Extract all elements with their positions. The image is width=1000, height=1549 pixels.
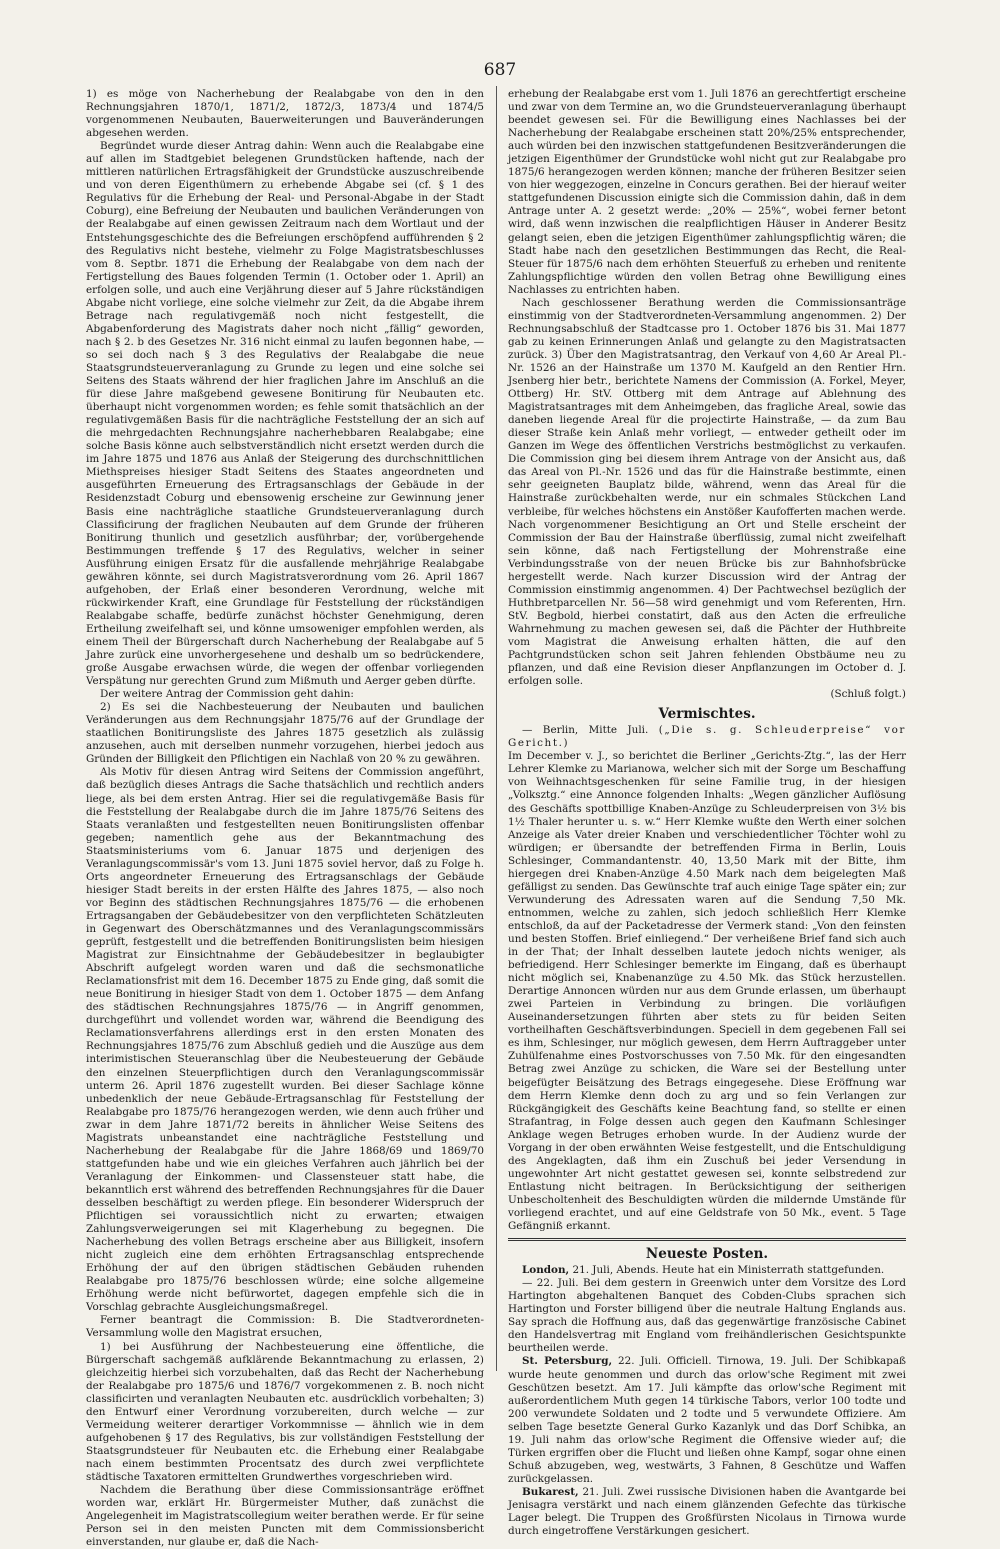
news-dateline: Bukarest, xyxy=(522,1485,579,1498)
paragraph: Der weitere Antrag der Commission geht dahin: xyxy=(100,688,354,701)
column-divider xyxy=(496,86,497,1371)
news-item xyxy=(508,1264,906,1277)
article-headline: („Die s. g. Schleuderpreise“ vor Gericht.) xyxy=(508,724,906,750)
left-column xyxy=(86,88,484,1549)
news-text: 21. Juli. Zwei russische Divisionen haben die Avantgarde bei Jenisagra verstärkt und nach einem glänzenden Gefechte das türkische Lager belegt. Die Truppen des Großfürsten Nicolaus in Tirnowa wurde durch eingetroffene Verstärkungen gesichert. xyxy=(508,1485,906,1538)
section-heading-latest-news: Neueste Posten. xyxy=(645,1246,769,1263)
right-column xyxy=(508,88,906,1538)
paragraph: Nachdem die Berathung über diese Commissionsanträge eröffnet worden war, erklärt Hr. Bürgermeister Muther, daß zunächst die Angelegenheit im Magistratscollegium weiter berathen werde. Er für seine Person sei in den meisten Puncten mit dem Commissionsbericht einverstanden, nur glaube er, daß die Nach- xyxy=(86,1484,484,1549)
news-item xyxy=(508,1277,906,1355)
news-dateline: London, xyxy=(522,1264,570,1277)
paragraph: Im December v. J., so berichtet die Berliner „Gerichts-Ztg.“, las der Herr Lehrer Klemke zu Marianowa, welcher sich mit der Sorge um Beschaffung von Weihnachtsgeschenken für seine Familie trug, in der hiesigen „Volksztg.“ eine Annonce folgenden Inhalts: „Wegen gänzlicher Auflösung des Geschäfts spottbillige Knaben-Anzüge zu Schleuderpreisen von 3½ bis 1½ Thaler herunter u. s. w.“ Herr Klemke wußte den Werth einer solchen Anzeige als Vater dreier Knaben und verschiedentlicher Töchter wohl zu würdigen; er übersandte der betreffenden Firma in Berlin, Louis Schlesinger, Commandantenstr. 40, 13,50 Mark mit der Bitte, ihm hiergegen drei Knaben-Anzüge 4.50 Mark nach dem beigelegten Maß gefälligst zu senden. Das Gewünschte traf auch einige Tage später ein; zur Verwunderung des Adressaten waren auf die Sendung 7,50 Mk. entnommen, welche zu zahlen, sich jedoch schließlich Herr Klemke entschloß, da auf der Packetadresse der Vermerk stand: „Von den feinsten und besten Stoffen. Brief einliegend.“ Der verheißene Brief fand sich auch in der That; der Inhalt desselben lautete jedoch nichts weniger, als befriedigend. Herr Schlesinger bemerkte im Eingang, daß es überhaupt nicht möglich sei, Knabenanzüge zu 4.50 Mk. das Stück herzustellen. Derartige Annoncen würden nur aus dem Grunde erlassen, um überhaupt zwei Parteien in Verbindung zu bringen. Die vorläufigen Auseinandersetzungen führten aber stets zu für beiden Seiten vortheilhaften Geschäftsverbindungen. Speciell in dem gegebenen Fall sei es ihm, Schlesinger, nur möglich gewesen, dem Herrn Auftraggeber unter Zuhülfenahme eines Postvorschusses von 7.50 Mk. für den eingesandten Betrag zwei Anzüge zu schicken, die Ware sei der Bestellung unter beigefügter Beisätzung des Betrags eingegesehe. Diese Eröffnung war dem Herrn Klemke denn doch zu arg und so fein Verlangen zur Rückgängigkeit des Geschäfts keine Beachtung fand, so stellte er einen Strafantrag, in Folge dessen auch gegen den Kaufmann Schlesinger Anklage wegen Betruges erhoben wurde. In der Audienz wurde der Vorgang in der oben erwähnten Weise festgestellt, und die Entschuldigung des Angeklagten, daß ihm ein Zuschuß bei jeder Versendung in ungewohnter Art nicht gestattet gewesen sei, konnte selbstredend zur Entlastung nicht beitragen. In Berücksichtigung der seitherigen Unbescholtenheit des Beschuldigten würden die mildernde Umstände für vorliegend erachtet, und auf eine Geldstrafe von 50 Mk., event. 5 Tage Gefängniß erkannt. xyxy=(508,750,906,1233)
news-item xyxy=(508,1486,906,1538)
paragraph: Ferner beantragt die Commission: B. Die Stadtverordneten-Versammlung wolle den Magistrat ersuchen, xyxy=(86,1314,484,1340)
news-text: — 22. Juli. Bei dem gestern in Greenwich unter dem Vorsitze des Lord Hartington abgehaltenen Banquet des Cobden-Clubs sprachen sich Hartington und Forster billigend über die neutrale Haltung Englands aus. Say sprach die Hoffnung aus, daß das gegenwärtige französische Cabinet den Handelsvertrag mit England vom freihändlerischen Gesichtspunkte beurtheilen werde. xyxy=(508,1277,906,1355)
article-dateline: — Berlin, Mitte Juli. xyxy=(522,724,649,737)
news-item xyxy=(508,1355,906,1485)
news-dateline: St. Petersburg, xyxy=(522,1355,613,1368)
to-be-continued-note: (Schluß folgt.) xyxy=(830,688,906,701)
paragraph: 1) es möge von Nacherhebung der Realabgabe von den in den Rechnungsjahren 1870/1, 1871/2, 1872/3, 1873/4 und 1874/5 vorgenommenen Neubauten, Bauerweiterungen und Bauveränderungen abgesehen werden. xyxy=(86,88,484,140)
paragraph: Begründet wurde dieser Antrag dahin: Wenn auch die Realabgabe eine auf allen im Stadtgebiet belegenen Grundstücken haftende, nach der mittleren natürlichen Ertragsfähigkeit der Grundstücke auszuschreibende und von deren Eigenthümern zu erhebende Abgabe sei (cf. § 1 des Regulativs für die Erhebung der Real- und Personal-Abgabe in der Stadt Coburg), eine Befreiung der Neubauten und baulichen Veränderungen von der Realabgabe auf einen gewissen Zeitraum nach dem Wortlaut und der Entstehungsgeschichte des die Befreiungen erschöpfend aufführenden § 2 des Regulativs nicht bestehe, vielmehr zu Folge Magistratsbeschlusses vom 8. Septbr. 1871 die Erhebung der Realabgabe von dem nach der Fertigstellung des Baues folgenden Termin (1. October oder 1. April) an erfolgen solle, und auch eine Verjährung dieser auf 5 Jahre rückständigen Abgabe nicht vorliege, eine solche vielmehr zur Zeit, da die Abgabe ihrem Betrage nach regulativgemäß noch nicht festgestellt, die Abgabenforderung des Magistrats daher noch nicht „fällig“ geworden, nach § 2. b des Gesetzes Nr. 316 nicht einmal zu laufen begonnen habe, — so sei doch nach § 3 des Regulativs der Realabgabe die neue Staatsgrundsteuerveranlagung zu Grunde zu legen und eine solche sei Seitens des Staats während der hier fraglichen Jahre im Anschluß an die für diese Jahre maßgebend gewesene Bonitirung für Neubauten etc. überhaupt nicht vorgenommen worden; es fehle somit thatsächlich an der regulativgemäßen Basis für die nachträgliche Feststellung der an sich auf die mehrgedachten Rechnungsjahre nacherhebbaren Realabgabe; eine solche Basis könne auch selbstverständlich nicht ersetzt werden durch die im Jahre 1875 und 1876 aus Anlaß der Steigerung des durchschnittlichen Miethspreises hiesiger Stadt Seitens des Staates angeordneten und ausgeführten Erneuerung des Ertragsanschlags der Gebäude in der Residenzstadt Coburg und ebensowenig erscheine zur Gewinnung jener Basis eine nachträgliche staatliche Grundsteuerveranlagung durch Classificirung der fraglichen Neubauten auf dem Grunde der früheren Bonitirung thunlich und gesetzlich ausführbar; der, vorübergehende Bestimmungen treffende § 17 des Regulativs, welcher in seiner Ausführung einigen Ersatz für die ausfallende mehrjährige Realabgabe gewähren könnte, sei durch Magistratsverordnung vom 26. April 1867 aufgehoben, der Erlaß einer besonderen Verordnung, welche mit rückwirkender Kraft, eine Grundlage für Feststellung der rückständigen Realabgabe schaffe, bedürfe zunächst höchster Genehmigung, deren Ertheilung zweifelhaft sei, und könne umsoweniger empfohlen werden, als einem Theil der Bürgerschaft durch Nacherhebung der Realabgabe auf 5 Jahre zurück eine unvorhergesehene und deshalb um so bedrückendere, große Ausgabe erwachsen würde, die wegen der offenbar vorliegenden Verspätung nur gerechten Grund zum Mißmuth und Aerger geben dürfte. xyxy=(86,140,484,688)
paragraph: 1) bei Ausführung der Nachbesteuerung eine öffentliche, die Bürgerschaft sachgemäß aufklärende Bekanntmachung zu erlassen, 2) gleichzeitig hierbei sich vorzubehalten, daß das Recht der Nacherhebung der Realabgabe pro 1875/6 und 1876/7 vorgekommenen z. B. noch nicht classificirten und veranlagten Neubauten etc. ausdrücklich vorbehalten; 3) den Entwurf einer Verordnung vorzubereiten, durch welche — zur Vermeidung weiterer derartiger Vorkommnisse — ähnlich wie in dem aufgehobenen § 17 des Regulativs, bis zur vollständigen Feststellung der Staatsgrundsteuer für Neubauten etc. die Erhebung einer Realabgabe nach einem bestimmten Procentsatz des durch zwei verpflichtete städtische Taxatoren ermittelten Grundwerthes vorgeschrieben wird. xyxy=(86,1340,484,1483)
paragraph: Nach geschlossener Berathung werden die Commissionsanträge einstimmig von der Stadtverordneten-Versammlung angenommen. 2) Der Rechnungsabschluß der Stadtcasse pro 1. October 1876 bis 31. Mai 1877 gab zu keinen Erinnerungen Anlaß und gelangte zu den Magistratsacten zurück. 3) Über den Magistratsantrag, den Verkauf von 4,60 Ar Areal Pl.-Nr. 1526 an der Hainstraße um 1370 M. Kaufgeld an den Rentier Hrn. Jsenberg hier betr., berichtete Namens der Commission (A. Forkel, Meyer, Ottberg) Hr. StV. Ottberg mit dem Antrage auf Ablehnung des Magistratsantrages mit dem Anheimgeben, das fragliche Areal, sowie das daneben liegende Areal für die projectirte Hainstraße, — da zum Bau dieser Straße kein Anlaß mehr vorliegt, — entweder getheilt oder im Ganzen im Wege des öffentlichen Verstrichs bestmöglichst zu verkaufen. Die Commission ging bei diesem ihrem Antrage von der Ansicht aus, daß das Areal von Pl.-Nr. 1526 und das für die Hainstraße bestimmte, einen sehr geeigneten Bauplatz bilde, während, wenn das Areal für die Hainstraße zurückbehalten werde, nur ein schmales Stückchen Land verbleibe, für welches höchstens ein Anstößer Kaufofferten machen werde. Nach vorgenommener Besichtigung an Ort und Stelle erscheint der Commission der Bau der Hainstraße überflüssig, zumal nicht zweifelhaft sein könne, daß nach Fertigstellung der Mohrenstraße eine Verbindungsstraße von der neuen Brücke bis zur Bahnhofsbrücke hergestellt werde. Nach kurzer Discussion wird der Antrag der Commission einstimmig angenommen. 4) Der Pachtwechsel bezüglich der Huthbretparcellen Nr. 56—58 wird genehmigt und vom Referenten, Hrn. StV. Begbold, hierbei constatirt, daß aus den Acten die erfreuliche Wahrnehmung zu machen gewesen sei, daß die Pächter der Huthbreite vom Magistrat die Anweisung erhalten hätten, die auf den Pachtgrundstücken schon seit Jahren fehlenden Obstbäume neu zu pflanzen, und daß eine Revision dieser Anpflanzungen im October d. J. erfolgen solle. xyxy=(508,296,906,688)
news-text: 21. Juli, Abends. Heute hat ein Ministerrath stattgefunden. xyxy=(572,1264,885,1277)
section-heading-miscellany: Vermischtes. xyxy=(658,706,756,723)
paragraph: Als Motiv für diesen Antrag wird Seitens der Commission angeführt, daß bezüglich dieses Antrags die Sache thatsächlich und rechtlich anders liege, als bei dem ersten Antrag. Hier sei die regulativgemäße Basis für die Feststellung der Realabgabe durch die im Jahre 1875/76 Seitens des Staats veranlaßten und festgestellten neuen Bonitirungslisten offenbar gegeben; namentlich gehe aus der Bekanntmachung des Staatsministeriums vom 6. Januar 1875 und derjenigen des Veranlagungscommissär's vom 13. Juni 1875 soviel hervor, daß zu Folge h. Orts angeordneter Erneuerung des Ertragsanschlags der Gebäude hiesiger Stadt bereits in der ersten Hälfte des Jahres 1875, — also noch vor Beginn des städtischen Rechnungsjahres 1875/76 — die erhobenen Ertragsangaben der Gebäudebesitzer von den verpflichteten Schätzleuten in Gegenwart des Oberschätzmannes und des Veranlagungscommissärs geprüft, festgestellt und die betreffenden Bonitirungslisten beim hiesigen Magistrat zur Einsichtnahme der Gebäudebesitzer in beglaubigter Abschrift aufgelegt worden waren und daß die sechsmonatliche Reclamationsfrist mit dem 16. December 1875 zu Ende ging, daß somit die neue Bonitirung in hiesiger Stadt von dem 1. October 1875 — dem Anfang des städtischen Rechnungsjahres 1875/76 — in Angriff genommen, durchgeführt und vollendet worden war, während die Beendigung des Reclamationsverfahrens allerdings erst in den ersten Monaten des Rechnungsjahres 1875/76 zum Abschluß gedieh und die Auszüge aus dem interimistischen Steueranschlag über die Neubesteuerung der Gebäude den einzelnen Steuerpflichtigen durch den Veranlagungscommissär unterm 26. April 1876 zugestellt wurden. Bei dieser Sachlage könne unbedenklich der neue Gebäude-Ertragsanschlag für Feststellung der Realabgabe pro 1875/76 herangezogen werden, wie denn auch früher und zwar in dem Jahre 1871/72 bereits in ähnlicher Weise Seitens des Magistrats unbeanstandet eine nachträgliche Feststellung und Nacherhebung der Realabgabe für die Jahre 1868/69 und 1869/70 stattgefunden habe und wie ein gleiches Verfahren auch jährlich bei der Veranlagung der Einkommen- und Classensteuer statt habe, die bekanntlich erst während des betreffenden Rechnungsjahres für die Dauer desselben beschäftigt zu werden pflege. Ein besonderer Widerspruch der Pflichtigen sei voraussichtlich nicht zu erwarten; etwaigen Zahlungsverweigerungen sei mit Klagerhebung zu begegnen. Die Nacherhebung des vollen Betrags erscheine aber aus Billigkeit, insofern nicht zugleich eine dem erhöhten Ertragsanschlag entsprechende Erhöhung der auf den übrigen städtischen Gebäuden ruhenden Realabgabe pro 1875/76 beschlossen würde; eine solche allgemeine Erhöhung werde nicht befürwortet, dagegen empfehle sich die in Vorschlag gebrachte Ausgleichungsmaßregel. xyxy=(86,766,484,1314)
page-number: 687 xyxy=(483,60,517,80)
section-divider xyxy=(508,1238,906,1241)
paragraph: 2) Es sei die Nachbesteuerung der Neubauten und baulichen Veränderungen aus dem Rechnungsjahr 1875/76 auf der Grundlage der staatlichen Bonitirungsliste des Jahres 1875 gesetzlich als zulässig anzusehen, auch mit derselben nunmehr vorzugehen, hierbei jedoch aus Gründen der Billigkeit den Pflichtigen ein Nachlaß von 20 % zu gewähren. xyxy=(86,701,484,766)
news-text: 22. Juli. Officiell. Tirnowa, 19. Juli. Der Schibkapaß wurde heute genommen und durch das orlow'sche Regiment mit zwei Geschützen besetzt. Am 17. Juli kämpfte das orlow'sche Regiment mit außerordentlichem Muth gegen 14 türkische Tabors, verlor 100 todte und 200 verwundete Soldaten und 2 todte und 5 verwundete Offiziere. Am selben Tage besetzte General Gurko Kazanlyk und das Dorf Schibka, an 19. Juli nahm das orlow'sche Regiment die Offensive wieder auf; die Türken ergriffen ober die Flucht und ließen ohne Kampf, sogar ohne einen Schuß abzugeben, weg, westwärts, 3 Fahnen, 8 Geschütze und Waffen zurückgelassen. xyxy=(508,1355,906,1485)
paragraph: erhebung der Realabgabe erst vom 1. Juli 1876 an gerechtfertigt erscheine und zwar von dem Termine an, wo die Grundsteuerveranlagung überhaupt beendet gewesen sei. Für die Bewilligung eines Nachlasses bei der Nacherhebung der Realabgabe erscheinen statt 20%/25% entsprechender, auch würden bei den inzwischen stattgefundenen Besitzveränderungen die jetzigen Eigenthümer der Grundstücke wohl nicht gut zur Realabgabe pro 1875/6 herangezogen werden können; manche der früheren Besitzer seien von hier weggezogen, einzelne in Concurs gerathen. Bei der hierauf weiter stattgefundenen Discussion einigte sich die Commission dahin, daß in dem Antrage unter A. 2 gesetzt werde: „20% — 25%“, wobei ferner betont wird, daß wenn inzwischen die realpflichtigen Häuser in Anderer Besitz gelangt seien, eben die jetzigen Eigenthümer zahlungspflichtig wären; die Stadt habe nach den gesetzlichen Bestimmungen das Recht, die Real-Steuer für 1875/6 nach dem erhöhten Steuerfuß zu erheben und renitente Zahlungspflichtige würden den vollen Betrag ohne Bewilligung eines Nachlasses zu entrichten haben. xyxy=(508,88,906,296)
